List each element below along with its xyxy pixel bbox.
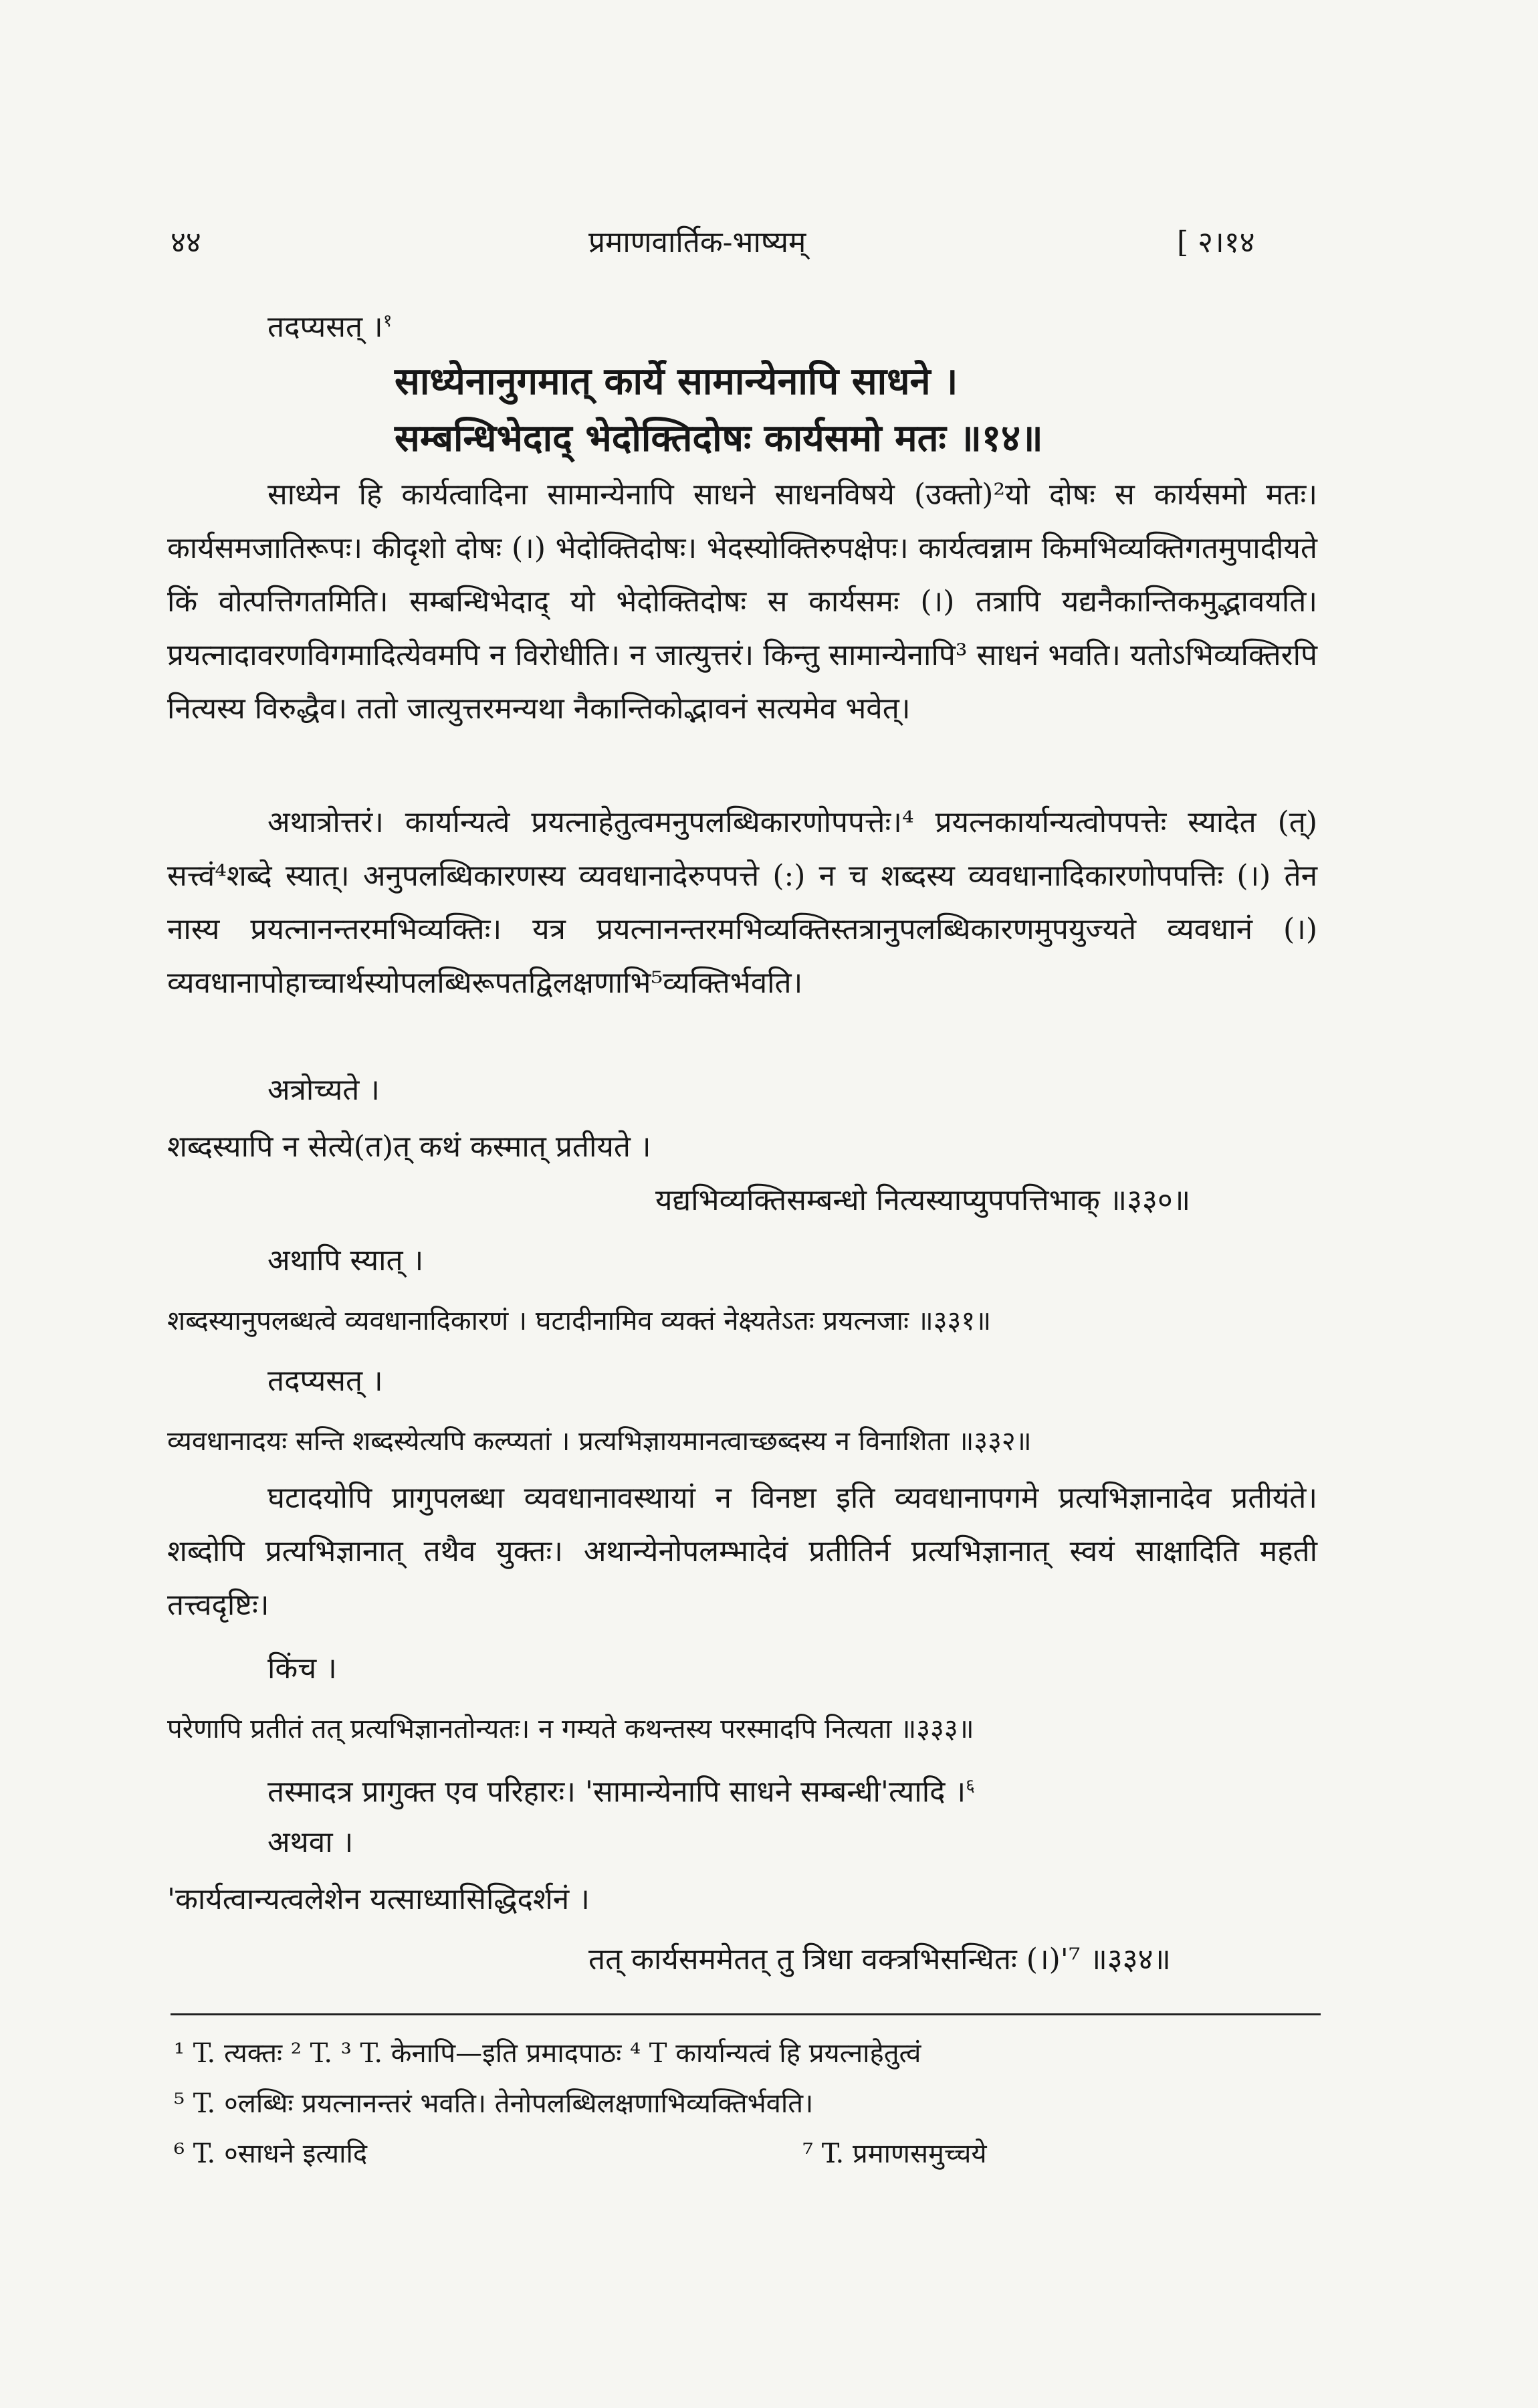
verse-334-line-1: 'कार्यत्वान्यत्वलेशेन यत्साध्यासिद्धिदर्शनं ।	[167, 1882, 590, 1916]
verse-334-line-2: तत् कार्यसममेतत् तु त्रिधा वक्त्रभिसन्धितः (।)'⁷ ॥३३४॥	[588, 1942, 1171, 1977]
section-reference: [ २।१४	[1177, 225, 1255, 260]
heading-atrocyate: अत्रोच्यते ।	[267, 1073, 380, 1107]
commentary-paragraph-1: साध्येन हि कार्यत्वादिना सामान्येनापि साधने साधनविषये (उक्तो)²यो दोषः स कार्यसमो मतः। कार्यसमजातिरूपः। कीदृशो दोषः (।) भेदोक्तिदोषः। भेदस्योक्तिरुपक्षेपः। कार्यत्वन्नाम किमभिव्यक्तिगतमुपादीयते किं वोत्पत्तिगतमिति। सम्बन्धिभेदाद् यो भेदोक्तिदोषः स कार्यसमः (।) तत्रापि यद्यनैकान्तिकमुद्भावयति। प्रयत्नादावरणविगमादित्येवमपि न विरोधीति। न जात्युत्तरं। किन्तु सामान्येनापि³ साधनं भवति। यतोऽभिव्यक्तिरपि नित्यस्य विरुद्धैव। ततो जात्युत्तरमन्यथा नैकान्तिकोद्भावनं सत्यमेव भवेत्।	[167, 478, 1317, 726]
page-number: ४४	[171, 225, 201, 260]
footnote-7: ⁷ T. प्रमाणसमुच्चये	[802, 2138, 987, 2169]
verse-332: व्यवधानादयः सन्ति शब्दस्येत्यपि कल्प्यतां । प्रत्यभिज्ञायमानत्वाच्छब्दस्य न विनाशिता ॥३३२॥	[167, 1426, 1032, 1457]
footnote-marker: ६	[966, 1775, 975, 1796]
verse-333: परेणापि प्रतीतं तत् प्रत्यभिज्ञानतोन्यतः। न गम्यते कथन्तस्य परस्मादपि नित्यता ॥३३३॥	[167, 1714, 974, 1744]
heading-athapi: अथापि स्यात् ।	[267, 1243, 424, 1278]
commentary-paragraph-3: घटादयोपि प्रागुपलब्धा व्यवधानावस्थायां न विनष्टा इति व्यवधानापगमे प्रत्यभिज्ञानादेव प्रतीयंते। शब्दोपि प्रत्यभिज्ञानात् तथैव युक्तः। अथान्येनोपलम्भादेवं प्रतीतिर्न प्रत्यभिज्ञानात् स्वयं साक्षादिति महती तत्त्वदृष्टिः।	[167, 1481, 1317, 1622]
tasmad-line	[267, 1759, 975, 1819]
footnote-divider	[171, 2013, 1321, 2015]
running-title: प्रमाणवार्तिक-भाष्यम्	[588, 225, 806, 260]
intro-line	[267, 294, 392, 355]
footnote-5: ⁵ T. ०लब्धिः प्रयत्नानन्तरं भवति। तेनोपलब्धिलक्षणाभिव्यक्तिर्भवति।	[174, 2088, 814, 2119]
footnote-6: ⁶ T. ०साधने इत्यादि	[174, 2138, 368, 2169]
intro-text: तदप्यसत् ।	[267, 310, 383, 344]
karika-14-line-2: सम्बन्धिभेदाद् भेदोक्तिदोषः कार्यसमो मतः ॥१४॥	[395, 416, 1043, 460]
heading-tadapyasat: तदप्यसत् ।	[267, 1364, 383, 1398]
verse-330-line-1: शब्दस्यापि न सेत्ये(त)त् कथं कस्मात् प्रतीयते ।	[167, 1130, 651, 1164]
tasmad-text: तस्मादत्र प्रागुक्त एव परिहारः। 'सामान्येनापि साधने सम्बन्धी'त्यादि ।	[267, 1775, 966, 1809]
footnote-marker: १	[382, 310, 393, 331]
heading-kinca: किंच ।	[267, 1651, 337, 1686]
verse-330-line-2: यद्यभिव्यक्तिसम्बन्धो नित्यस्याप्युपपत्तिभाक् ॥३३०॥	[655, 1183, 1191, 1217]
verse-331: शब्दस्यानुपलब्धत्वे व्यवधानादिकारणं । घटादीनामिव व्यक्तं नेक्ष्यतेऽतः प्रयत्नजाः ॥३३१॥	[167, 1306, 992, 1336]
heading-athava: अथवा ।	[267, 1825, 354, 1860]
karika-14-line-1: साध्येनानुगमात् कार्ये सामान्येनापि साधने ।	[395, 359, 958, 403]
commentary-paragraph-2: अथात्रोत्तरं। कार्यान्यत्वे प्रयत्नाहेतुत्वमनुपलब्धिकारणोपपत्तेः।⁴ प्रयत्नकार्यान्यत्वोपपत्तेः स्यादेत (त्) सत्त्वं⁴शब्दे स्यात्। अनुपलब्धिकारणस्य व्यवधानादेरुपपत्ते (:) न च शब्दस्य व्यवधानादिकारणोपपत्तिः (।) तेन नास्य प्रयत्नानन्तरमभिव्यक्तिः। यत्र प्रयत्नानन्तरमभिव्यक्तिस्तत्रानुपलब्धिकारणमुपयुज्यते व्यवधानं (।) व्यवधानापोहाच्चार्थस्योपलब्धिरूपतद्विलक्षणाभि⁵व्यक्तिर्भवति।	[167, 805, 1317, 1000]
footnote-1-4: ¹ T. त्यक्तः ² T. ³ T. केनापि—इति प्रमादपाठः ⁴ T कार्यान्यत्वं हि प्रयत्नाहेतुत्वं	[174, 2038, 921, 2069]
